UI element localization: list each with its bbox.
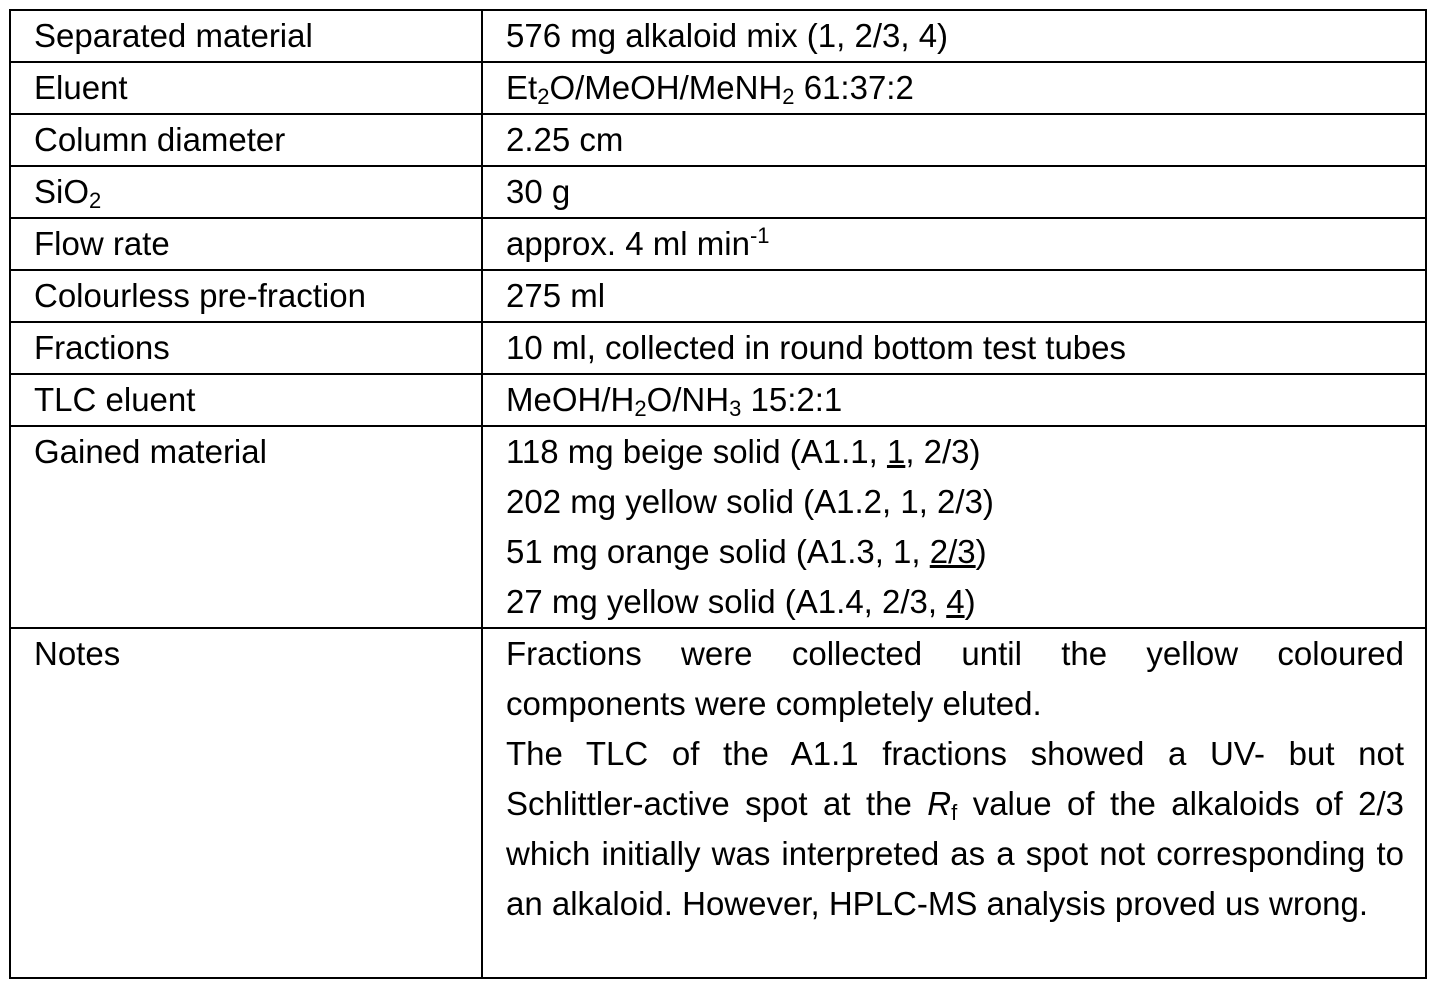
row-label: Flow rate — [10, 218, 482, 270]
row-value: 275 ml — [482, 270, 1426, 322]
table-row — [10, 426, 1426, 628]
row-label: Gained material — [10, 426, 482, 628]
row-label: SiO$_2$ — [10, 166, 482, 218]
row-value: $Et_2O/MeOH/MeNH_2$ 61:37:2 — [482, 62, 1426, 114]
table-row — [10, 62, 1426, 114]
table-row — [10, 10, 1426, 62]
row-value: 10 ml, collected in round bottom test tubes — [482, 322, 1426, 374]
row-label: Colourless pre-fraction — [10, 270, 482, 322]
list-item: 27 mg yellow solid (A1.4, 2/3, 4) — [506, 583, 976, 620]
notes-paragraph: Fractions were collected until the yellow coloured components were completely eluted. — [506, 635, 1404, 722]
row-value: 576 mg alkaloid mix (1, 2/3, 4) — [482, 10, 1426, 62]
table-row — [10, 374, 1426, 426]
row-value: 30 g — [482, 166, 1426, 218]
row-value: 2.25 cm — [482, 114, 1426, 166]
row-value: approx. 4 ml $\min^{-1}$ — [482, 218, 1426, 270]
row-label: Notes — [10, 628, 482, 978]
list-item: 118 mg beige solid (A1.1, 1, 2/3) — [506, 433, 981, 470]
table-row — [10, 628, 1426, 978]
row-value: MeOH/$H_2O/NH_3$ 15:2:1 — [482, 374, 1426, 426]
table-row — [10, 166, 1426, 218]
table-row — [10, 270, 1426, 322]
table-row — [10, 322, 1426, 374]
table-row — [10, 114, 1426, 166]
list-item: 202 mg yellow solid (A1.2, 1, 2/3) — [506, 483, 994, 520]
row-value — [482, 426, 1426, 628]
notes-paragraph: The TLC of the A1.1 fractions showed a UV- but not Schlittler-active spot at the $R_f$ value of the alkaloids of 2/3 which initially was interpreted as a spot not corresponding to an alkaloid. However, HPLC-MS analysis proved us wrong. — [506, 735, 1404, 922]
row-value — [482, 628, 1426, 978]
row-label: Column diameter — [10, 114, 482, 166]
list-item: 51 mg orange solid (A1.3, 1, 2/3) — [506, 533, 987, 570]
row-label: Separated material — [10, 10, 482, 62]
table-row — [10, 218, 1426, 270]
parameters-table — [9, 9, 1427, 979]
row-label: Fractions — [10, 322, 482, 374]
row-label: Eluent — [10, 62, 482, 114]
row-label: TLC eluent — [10, 374, 482, 426]
